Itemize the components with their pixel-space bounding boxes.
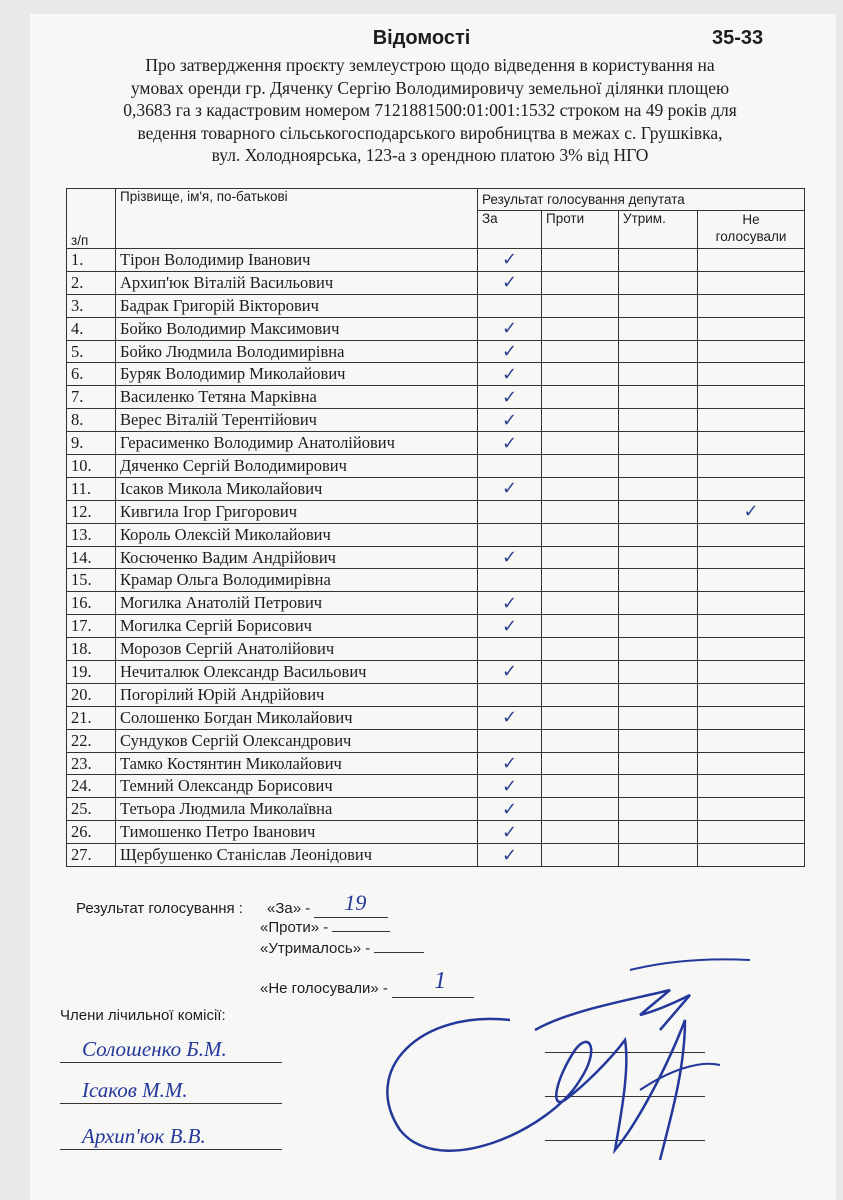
vote-cell-abstain [619, 432, 698, 455]
commission-label: Члени лічильної комісії: [60, 1007, 226, 1024]
document-number: 35-33 [712, 27, 764, 49]
summary-abstain-label: «Утрималось» - [260, 940, 371, 957]
vote-cell-abstain [619, 752, 698, 775]
deputy-name: Тірон Володимир Іванович [116, 249, 478, 272]
row-number: 16. [67, 592, 116, 615]
deputy-name: Бадрак Григорій Вікторович [116, 294, 478, 317]
commission-member-3: Архип'юк В.В. [60, 1124, 282, 1150]
vote-cell-abstain [619, 775, 698, 798]
deputy-name: Буряк Володимир Миколайович [116, 363, 478, 386]
deputy-name: Верес Віталій Терентійович [116, 409, 478, 432]
vote-cell-for [478, 409, 542, 432]
subject-line: вул. Холодноярська, 123-а з орендною платою 3% від НГО [211, 145, 649, 165]
vote-cell-for [478, 615, 542, 638]
voting-table [66, 188, 805, 867]
deputy-name: Кивгила Ігор Григорович [116, 500, 478, 523]
vote-cell-not-voted [698, 546, 805, 569]
vote-cell-abstain [619, 249, 698, 272]
deputy-name: Погорілий Юрій Андрійович [116, 683, 478, 706]
vote-cell-not-voted [698, 523, 805, 546]
vote-cell-against [542, 798, 619, 821]
vote-cell-against [542, 546, 619, 569]
vote-cell-for [478, 363, 542, 386]
table-row [67, 661, 805, 684]
table-row [67, 477, 805, 500]
vote-cell-against [542, 455, 619, 478]
vote-cell-not-voted [698, 477, 805, 500]
vote-cell-against [542, 775, 619, 798]
vote-cell-for [478, 798, 542, 821]
vote-cell-abstain [619, 523, 698, 546]
row-number: 24. [67, 775, 116, 798]
vote-cell-for [478, 340, 542, 363]
row-number: 26. [67, 821, 116, 844]
vote-cell-not-voted [698, 249, 805, 272]
vote-cell-not-voted [698, 844, 805, 867]
deputy-name: Могилка Анатолій Петрович [116, 592, 478, 615]
vote-cell-against [542, 729, 619, 752]
vote-cell-abstain [619, 340, 698, 363]
vote-cell-for [478, 477, 542, 500]
table-row [67, 523, 805, 546]
row-number: 6. [67, 363, 116, 386]
vote-cell-abstain [619, 294, 698, 317]
vote-cell-against [542, 294, 619, 317]
vote-cell-abstain [619, 386, 698, 409]
vote-cell-for [478, 844, 542, 867]
vote-cell-not-voted [698, 798, 805, 821]
table-row [67, 432, 805, 455]
table-row [67, 683, 805, 706]
row-number: 11. [67, 477, 116, 500]
deputy-name: Герасименко Володимир Анатолійович [116, 432, 478, 455]
vote-cell-for [478, 638, 542, 661]
vote-cell-for [478, 752, 542, 775]
row-number: 23. [67, 752, 116, 775]
vote-cell-not-voted [698, 317, 805, 340]
vote-mark-icon: ✓ [501, 707, 518, 729]
vote-cell-for [478, 592, 542, 615]
header-not-voted [698, 211, 805, 249]
vote-cell-abstain [619, 638, 698, 661]
vote-cell-abstain [619, 592, 698, 615]
vote-cell-abstain [619, 683, 698, 706]
header-against: Проти [542, 211, 619, 249]
row-number: 20. [67, 683, 116, 706]
vote-cell-against [542, 432, 619, 455]
vote-cell-abstain [619, 477, 698, 500]
table-row [67, 363, 805, 386]
deputy-name: Дяченко Сергій Володимирович [116, 455, 478, 478]
subject-line: ведення товарного сільськогосподарського виробництва в межах с. Грушківка, [137, 122, 723, 143]
deputy-name: Косюченко Вадим Андрійович [116, 546, 478, 569]
vote-mark-icon: ✓ [501, 592, 518, 614]
vote-cell-against [542, 386, 619, 409]
table-row [67, 592, 805, 615]
row-number: 4. [67, 317, 116, 340]
vote-mark-icon: ✓ [501, 272, 518, 294]
vote-cell-abstain [619, 271, 698, 294]
vote-cell-not-voted [698, 821, 805, 844]
vote-cell-not-voted [698, 294, 805, 317]
vote-mark-icon: ✓ [501, 775, 518, 797]
row-number: 12. [67, 500, 116, 523]
vote-cell-for [478, 271, 542, 294]
deputy-name: Тетьора Людмила Миколаївна [116, 798, 478, 821]
vote-cell-for [478, 729, 542, 752]
deputy-name: Морозов Сергій Анатолійович [116, 638, 478, 661]
vote-cell-abstain [619, 409, 698, 432]
deputy-name: Сундуков Сергій Олександрович [116, 729, 478, 752]
vote-cell-not-voted [698, 271, 805, 294]
vote-cell-not-voted [698, 340, 805, 363]
vote-mark-icon: ✓ [501, 409, 518, 431]
commission-member-1: Солошенко Б.М. [60, 1037, 282, 1063]
vote-cell-abstain [619, 844, 698, 867]
row-number: 25. [67, 798, 116, 821]
deputy-name: Тимошенко Петро Іванович [116, 821, 478, 844]
row-number: 21. [67, 706, 116, 729]
vote-mark-icon: ✓ [501, 478, 518, 500]
header-not-voted-line1: Не [742, 212, 760, 227]
header-vote-result: Результат голосування депутата [478, 189, 805, 211]
table-row [67, 294, 805, 317]
summary-label: Результат голосування : [76, 900, 243, 917]
row-number: 7. [67, 386, 116, 409]
summary-not-voted-value: 1 [434, 968, 447, 994]
vote-cell-for [478, 546, 542, 569]
table-row [67, 638, 805, 661]
vote-mark-icon: ✓ [501, 432, 518, 454]
vote-mark-icon: ✓ [501, 318, 518, 340]
vote-cell-abstain [619, 729, 698, 752]
deputy-name: Бойко Людмила Володимирівна [116, 340, 478, 363]
vote-mark-icon: ✓ [501, 249, 518, 271]
vote-cell-against [542, 592, 619, 615]
vote-mark-icon: ✓ [501, 547, 518, 569]
vote-cell-against [542, 683, 619, 706]
deputy-name: Солошенко Богдан Миколайович [116, 706, 478, 729]
row-number: 22. [67, 729, 116, 752]
table-row [67, 615, 805, 638]
vote-cell-abstain [619, 661, 698, 684]
deputy-name: Нечиталюк Олександр Васильович [116, 661, 478, 684]
vote-cell-against [542, 249, 619, 272]
vote-mark-icon: ✓ [501, 615, 518, 637]
summary-against [260, 919, 390, 936]
table-row [67, 729, 805, 752]
table-row [67, 340, 805, 363]
vote-cell-not-voted [698, 706, 805, 729]
deputy-name: Темний Олександр Борисович [116, 775, 478, 798]
vote-cell-abstain [619, 569, 698, 592]
vote-cell-for [478, 249, 542, 272]
vote-cell-against [542, 523, 619, 546]
vote-mark-icon: ✓ [501, 386, 518, 408]
row-number: 10. [67, 455, 116, 478]
vote-cell-against [542, 317, 619, 340]
row-number: 17. [67, 615, 116, 638]
table-row [67, 798, 805, 821]
vote-mark-icon: ✓ [501, 844, 518, 866]
header-not-voted-line2: голосували [715, 229, 787, 244]
handwritten-signature [340, 950, 760, 1180]
vote-cell-against [542, 271, 619, 294]
vote-cell-abstain [619, 363, 698, 386]
vote-cell-abstain [619, 798, 698, 821]
vote-cell-not-voted [698, 592, 805, 615]
table-row [67, 546, 805, 569]
summary-for-label: «За» - [267, 900, 311, 917]
row-number: 8. [67, 409, 116, 432]
vote-cell-against [542, 340, 619, 363]
vote-cell-not-voted [698, 363, 805, 386]
vote-cell-not-voted [698, 752, 805, 775]
vote-cell-for [478, 683, 542, 706]
document-subject [60, 54, 800, 167]
vote-cell-against [542, 661, 619, 684]
table-row [67, 569, 805, 592]
subject-line: умовах оренди гр. Дяченку Сергію Володимировичу земельної ділянки площею [130, 77, 730, 98]
vote-cell-for [478, 455, 542, 478]
row-number: 18. [67, 638, 116, 661]
row-number: 2. [67, 271, 116, 294]
summary-not-voted-label: «Не голосували» - [260, 980, 388, 997]
row-number: 19. [67, 661, 116, 684]
row-number: 14. [67, 546, 116, 569]
vote-cell-abstain [619, 500, 698, 523]
deputy-name: Ісаков Микола Миколайович [116, 477, 478, 500]
vote-cell-against [542, 638, 619, 661]
vote-cell-not-voted [698, 409, 805, 432]
summary-for [267, 890, 388, 918]
vote-cell-against [542, 752, 619, 775]
vote-cell-not-voted [698, 569, 805, 592]
vote-cell-against [542, 569, 619, 592]
vote-cell-for [478, 775, 542, 798]
vote-cell-not-voted [698, 729, 805, 752]
vote-cell-for [478, 569, 542, 592]
vote-cell-not-voted [698, 661, 805, 684]
vote-cell-not-voted [698, 615, 805, 638]
vote-cell-against [542, 500, 619, 523]
vote-cell-not-voted [698, 432, 805, 455]
row-number: 15. [67, 569, 116, 592]
table-row [67, 500, 805, 523]
vote-cell-against [542, 821, 619, 844]
vote-mark-icon: ✓ [501, 753, 518, 775]
deputy-name: Василенко Тетяна Марківна [116, 386, 478, 409]
deputy-name: Крамар Ольга Володимирівна [116, 569, 478, 592]
vote-cell-against [542, 615, 619, 638]
vote-cell-against [542, 844, 619, 867]
vote-cell-not-voted [698, 638, 805, 661]
vote-cell-against [542, 706, 619, 729]
summary-against-value [332, 931, 390, 932]
header-abstain: Утрим. [619, 211, 698, 249]
table-row [67, 409, 805, 432]
deputy-name: Могилка Сергій Борисович [116, 615, 478, 638]
vote-mark-icon: ✓ [501, 661, 518, 683]
vote-cell-abstain [619, 455, 698, 478]
vote-cell-abstain [619, 317, 698, 340]
vote-cell-abstain [619, 546, 698, 569]
table-row [67, 844, 805, 867]
vote-cell-for [478, 317, 542, 340]
row-number: 13. [67, 523, 116, 546]
vote-cell-abstain [619, 821, 698, 844]
summary-against-label: «Проти» - [260, 919, 329, 936]
vote-mark-icon: ✓ [501, 798, 518, 820]
vote-mark-icon: ✓ [743, 501, 759, 523]
vote-mark-icon: ✓ [501, 341, 518, 362]
vote-cell-for [478, 706, 542, 729]
vote-cell-for [478, 500, 542, 523]
row-number: 27. [67, 844, 116, 867]
summary-for-field [314, 890, 388, 918]
table-row [67, 249, 805, 272]
vote-cell-for [478, 523, 542, 546]
header-for: За [478, 211, 542, 249]
table-row [67, 821, 805, 844]
vote-cell-not-voted [698, 455, 805, 478]
table-row [67, 386, 805, 409]
document-title: Відомості [372, 27, 471, 49]
vote-cell-not-voted [698, 386, 805, 409]
vote-cell-for [478, 432, 542, 455]
row-number: 5. [67, 340, 116, 363]
vote-cell-against [542, 477, 619, 500]
row-number: 3. [67, 294, 116, 317]
subject-line: Про затвердження проєкту землеустрою щодо відведення в користування на [145, 55, 715, 75]
deputy-name: Король Олексій Миколайович [116, 523, 478, 546]
commission-member-2: Ісаков М.М. [60, 1078, 282, 1104]
table-row [67, 455, 805, 478]
vote-cell-for [478, 661, 542, 684]
vote-cell-not-voted [698, 775, 805, 798]
table-row [67, 317, 805, 340]
vote-cell-abstain [619, 706, 698, 729]
deputy-name: Архип'юк Віталій Васильович [116, 271, 478, 294]
row-number: 9. [67, 432, 116, 455]
vote-cell-not-voted [698, 683, 805, 706]
table-row [67, 706, 805, 729]
vote-cell-against [542, 363, 619, 386]
table-row [67, 775, 805, 798]
header-number: з/п [67, 189, 116, 249]
voting-table-body [67, 249, 805, 867]
table-row [67, 752, 805, 775]
vote-cell-abstain [619, 615, 698, 638]
vote-cell-against [542, 409, 619, 432]
header-name: Прізвище, ім'я, по-батькові [116, 189, 478, 249]
vote-mark-icon: ✓ [501, 363, 518, 385]
summary-for-value: 19 [344, 890, 367, 915]
vote-cell-for [478, 386, 542, 409]
vote-cell-not-voted [698, 500, 805, 523]
deputy-name: Бойко Володимир Максимович [116, 317, 478, 340]
subject-line: 0,3683 га з кадастровим номером 7121881500:01:001:1532 строком на 49 років для [123, 100, 737, 120]
deputy-name: Щербушенко Станіслав Леонідович [116, 844, 478, 867]
table-row [67, 271, 805, 294]
vote-cell-for [478, 294, 542, 317]
deputy-name: Тамко Костянтин Миколайович [116, 752, 478, 775]
vote-mark-icon: ✓ [501, 821, 518, 843]
row-number: 1. [67, 249, 116, 272]
vote-cell-for [478, 821, 542, 844]
